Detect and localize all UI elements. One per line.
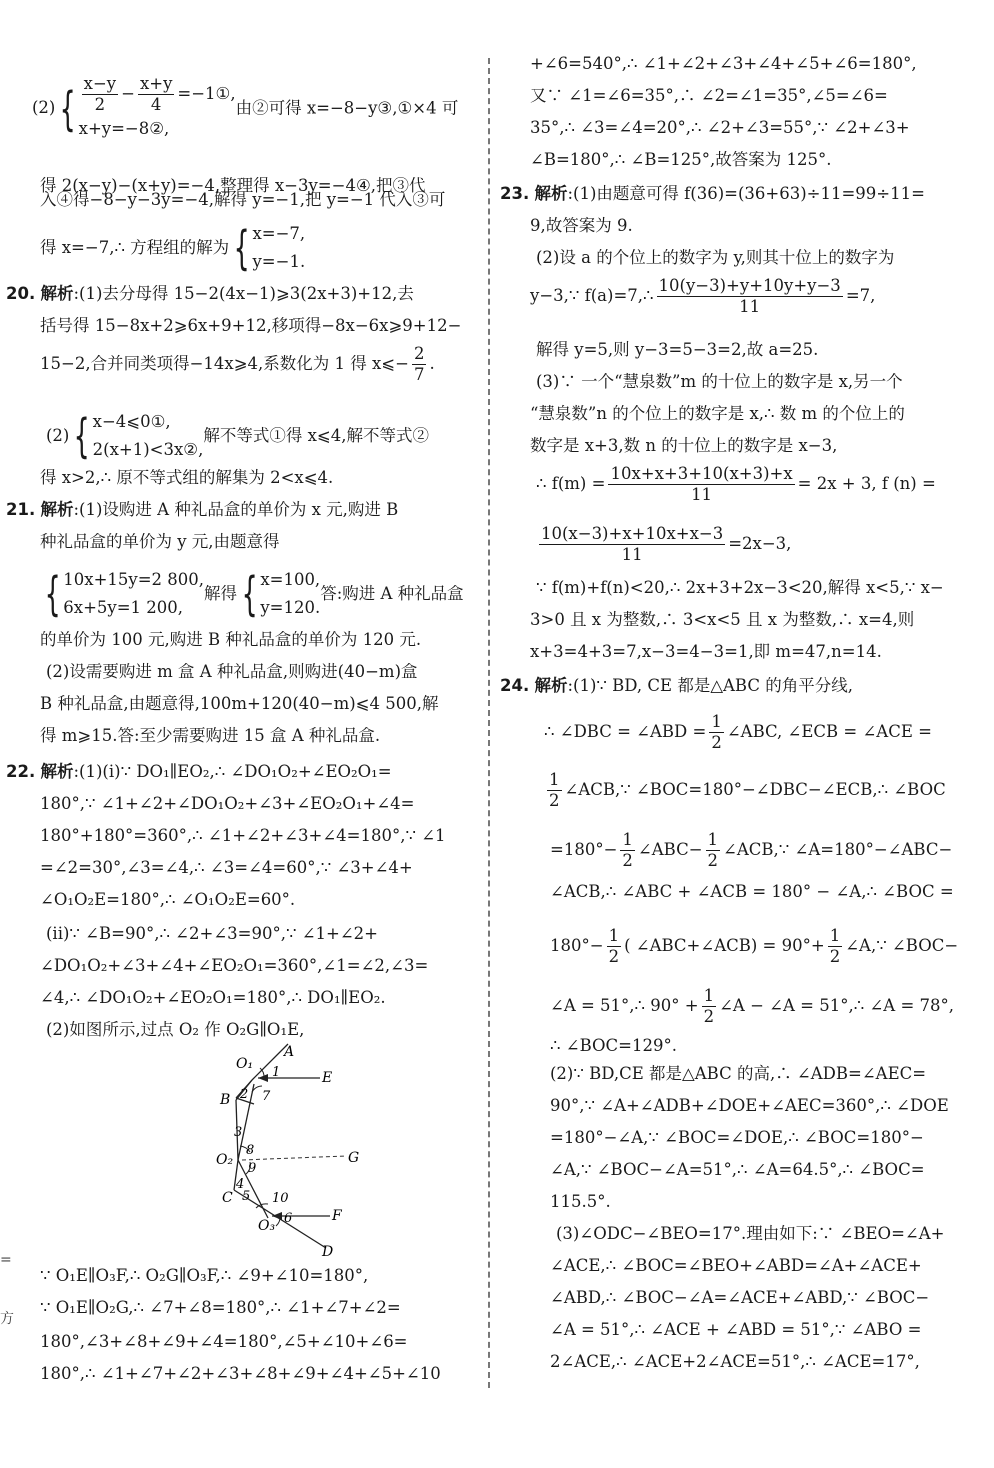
q23-line2: 9,故答案为 9. (530, 216, 633, 235)
label-angle-6: 6 (284, 1211, 293, 1226)
q20-line2: 括号得 15−8x+2⩾6x+9+12,移项得−8x−6x⩾9+12− (40, 316, 462, 335)
label-c: C (222, 1190, 233, 1206)
q24-line16: ∠ABD,∴ ∠BOC−∠A=∠ACE+∠ABD,∵ ∠BOC− (550, 1288, 930, 1307)
q21-line3: { 10x+15y=2 800, 6x+5y=1 200, 解得{ x=100, y=120. 答:购进 A 种礼品盒 (44, 567, 464, 621)
q24-line14: (3)∠ODC−∠BEO=17°.理由如下:∵ ∠BEO=∠A+ (556, 1224, 945, 1243)
q21-line6: B 种礼品盒,由题意得,100m+120(40−m)⩽4 500,解 (40, 694, 439, 713)
label-angle-5: 5 (242, 1189, 251, 1204)
q24-line4: =180°− $\frac{1}{2}$ ∠ABC− $\frac{1}{2}$ ∠ACB,∵ ∠A=180°−∠ABC− (550, 830, 953, 870)
q23-line1: 23. 解析:(1)由题意可得 f(36)=(36+63)÷11=99÷11= (500, 184, 925, 203)
q22-line2: 180°,∵ ∠1+∠2+∠DO₁O₂+∠3+∠EO₂O₁+∠4= (40, 794, 415, 813)
label-b: B (220, 1092, 231, 1108)
q24-line3: $\frac{1}{2}$ ∠ACB,∵ ∠BOC=180°−∠DBC−∠ECB,∴ ∠BOC (549, 770, 946, 810)
label-o1: O₁ (236, 1056, 254, 1072)
label-angle-10: 10 (272, 1191, 289, 1206)
q23-line12: 3>0 且 x 为整数,∴ 3<x<5 且 x 为整数,∴ x=4,则 (530, 610, 915, 629)
q19-line4: 得 x=−7,∴ 方程组的解为{ x=−7, y=−1. (40, 221, 306, 275)
q24-line17: ∠A = 51°,∴ ∠ACE + ∠ABD = 51°,∵ ∠ABO = (550, 1320, 922, 1339)
q20-line3: 15−2,合并同类项得−14x⩾4,系数化为 1 得 x⩽− $\frac{2}{7}$ . (40, 344, 435, 384)
q22-line4: =∠2=30°,∠3=∠4,∴ ∠3=∠4=60°,∵ ∠3+∠4+ (40, 858, 413, 877)
q19-line3: 入④得−8−y−3y=−4,解得 y=−1,把 y=−1 代入③可 (40, 190, 446, 209)
q22-line8: ∠4,∴ ∠DO₁O₂+∠EO₂O₁=180°,∴ DO₁∥EO₂. (40, 988, 386, 1007)
q22-line10: ∵ O₁E∥O₃F,∴ O₂G∥O₃F,∴ ∠9+∠10=180°, (40, 1266, 369, 1285)
q22-line7: ∠DO₁O₂+∠3+∠4+∠EO₂O₁=360°,∠1=∠2,∠3= (40, 956, 429, 975)
q23-line7: “慧泉数”n 的个位上的数字是 x,∴ 数 m 的个位上的 (530, 404, 905, 423)
q23-line3: (2)设 a 的个位上的数字为 y,则其十位上的数字为 (536, 248, 895, 267)
q20-line1: 20. 解析:(1)去分母得 15−2(4x−1)⩾3(2x+3)+12,去 (6, 284, 414, 303)
q20-part2: (2){ x−4⩽0①, 2(x+1)<3x②, 解不等式①得 x⩽4,解不等式② (46, 409, 429, 463)
q23-line13: x+3=4+3=7,x−3=4−3=1,即 m=47,n=14. (530, 642, 882, 661)
q21-line1: 21. 解析:(1)设购进 A 种礼品盒的单价为 x 元,购进 B (6, 500, 399, 519)
label-o3: O₃ (258, 1218, 276, 1234)
q21-line4: 的单价为 100 元,购进 B 种礼品盒的单价为 120 元. (40, 630, 422, 649)
q24-line1: 24. 解析:(1)∵ BD, CE 都是△ABC 的角平分线, (500, 676, 853, 695)
q24-line9: (2)∵ BD,CE 都是△ABC 的高,∴ ∠ADB=∠AEC= (550, 1064, 927, 1083)
dashed-line-o2-g (242, 1156, 346, 1160)
segment-a-o1 (252, 1044, 288, 1080)
q23-line6: (3)∵ 一个“慧泉数”m 的十位上的数字是 x,另一个 (536, 372, 903, 391)
q24-line18: 2∠ACE,∴ ∠ACE+2∠ACE=51°,∴ ∠ACE=17°, (550, 1352, 920, 1371)
q23-line5: 解得 y=5,则 y−3=5−3=2,故 a=25. (536, 340, 819, 359)
label-g: G (348, 1150, 360, 1166)
q19-part2-line1: (2){ $\frac{x-y}{2}$ − $\frac{x+y}{4}$ =−1①, x+y=−8②, 由②可得 x=−8−y③,①×4 可 (32, 74, 459, 138)
q22-cont-line2: 又∵ ∠1=∠6=35°,∴ ∠2=∠1=35°,∠5=∠6= (530, 86, 888, 105)
label-angle-8: 8 (246, 1143, 255, 1158)
label-f: F (332, 1208, 342, 1224)
q22-cont-line3: 35°,∴ ∠3=∠4=20°,∴ ∠2+∠3=55°,∵ ∠2+∠3+ (530, 118, 910, 137)
label-angle-7: 7 (262, 1089, 271, 1104)
label-o2: O₂ (216, 1152, 234, 1168)
q24-line6: 180°− $\frac{1}{2}$ ( ∠ABC+∠ACB) = 90°+ $\frac{1}{2}$ ∠A,∵ ∠BOC− (550, 926, 959, 966)
label-d: D (322, 1244, 334, 1260)
q24-line5: ∠ACB,∴ ∠ABC + ∠ACB = 180° − ∠A,∴ ∠BOC = (550, 882, 954, 901)
q24-line8: ∴ ∠BOC=129°. (550, 1036, 677, 1055)
q24-line12: ∠A,∵ ∠BOC−∠A=51°,∴ ∠A=64.5°,∴ ∠BOC= (550, 1160, 925, 1179)
q22-line11: ∵ O₁E∥O₂G,∴ ∠7+∠8=180°,∴ ∠1+∠7+∠2= (40, 1298, 401, 1317)
geometry-figure (196, 1042, 376, 1260)
q24-line13: 115.5°. (550, 1192, 611, 1211)
q22-line13: 180°,∴ ∠1+∠7+∠2+∠3+∠8+∠9+∠4+∠5+∠10 (40, 1364, 441, 1383)
q23-line11: ∵ f(m)+f(n)<20,∴ 2x+3+2x−3<20,解得 x<5,∵ x− (536, 578, 944, 597)
q22-line6: (ii)∵ ∠B=90°,∴ ∠2+∠3=90°,∵ ∠1+∠2+ (46, 924, 379, 943)
label-angle-4: 4 (236, 1177, 245, 1192)
label-e: E (322, 1070, 333, 1086)
q22-line1: 22. 解析:(1)(i)∵ DO₁∥EO₂,∴ ∠DO₁O₂+∠EO₂O₁= (6, 762, 392, 781)
q24-line2: ∴ ∠DBC = ∠ABD = $\frac{1}{2}$ ∠ABC, ∠ECB = ∠ACE = (544, 712, 932, 752)
q23-line9: ∴ f(m) = $\frac{10x+x+3+10(x+3)+x}{11}$ = 2x + 3, f (n) = (536, 464, 936, 504)
label-angle-1: 1 (272, 1065, 281, 1080)
label-a: A (284, 1044, 295, 1060)
q24-line10: 90°,∵ ∠A+∠ADB+∠DOE+∠AEC=360°,∴ ∠DOE (550, 1096, 949, 1115)
q22-cont-line1: +∠6=540°,∴ ∠1+∠2+∠3+∠4+∠5+∠6=180°, (530, 54, 917, 73)
q24-line15: ∠ACE,∴ ∠BOC=∠BEO+∠ABD=∠A+∠ACE+ (550, 1256, 922, 1275)
q21-line5: (2)设需要购进 m 盒 A 种礼品盒,则购进(40−m)盒 (46, 662, 418, 681)
q21-line2: 种礼品盒的单价为 y 元,由题意得 (40, 532, 280, 551)
q22-line3: 180°+180°=360°,∴ ∠1+∠2+∠3+∠4=180°,∵ ∠1 (40, 826, 446, 845)
q24-line7: ∠A = 51°,∴ 90° + $\frac{1}{2}$ ∠A − ∠A = 51°,∴ ∠A = 78°, (550, 986, 955, 1026)
label-angle-3: 3 (234, 1125, 243, 1140)
q22-line9: (2)如图所示,过点 O₂ 作 O₂G∥O₁E, (46, 1020, 305, 1039)
q19-line2: 得 2(x−y)−(x+y)=−4,整理得 x−3y=−4④,把③代 (40, 176, 426, 195)
q23-line10: $\frac{10(x-3)+x+10x+x-3}{11}$ =2x−3, (541, 524, 792, 564)
q24-line11: =180°−∠A,∵ ∠BOC=∠DOE,∴ ∠BOC=180°− (550, 1128, 924, 1147)
q21-line7: 得 m⩾15.答:至少需要购进 15 盒 A 种礼品盒. (40, 726, 381, 745)
label-angle-9: 9 (248, 1161, 257, 1176)
margin-mark: 方 (0, 1311, 14, 1327)
arrow-head-icon (258, 1074, 268, 1082)
q23-line4: y−3,∵ f(a)=7,∴ $\frac{10(y-3)+y+10y+y-3}{11}$ =7, (530, 276, 876, 316)
q22-line12: 180°,∠3+∠8+∠9+∠4=180°,∠5+∠10+∠6= (40, 1332, 408, 1351)
q22-cont-line4: ∠B=180°,∴ ∠B=125°,故答案为 125°. (530, 150, 832, 169)
q20-line5: 得 x>2,∴ 原不等式组的解集为 2<x⩽4. (40, 468, 334, 487)
q22-line5: ∠O₁O₂E=180°,∴ ∠O₁O₂E=60°. (40, 890, 296, 909)
margin-mark: = (0, 1252, 12, 1268)
label-angle-2: 2 (240, 1087, 249, 1102)
q23-line8: 数字是 x+3,数 n 的十位上的数字是 x−3, (530, 436, 838, 455)
column-divider (488, 58, 490, 1388)
